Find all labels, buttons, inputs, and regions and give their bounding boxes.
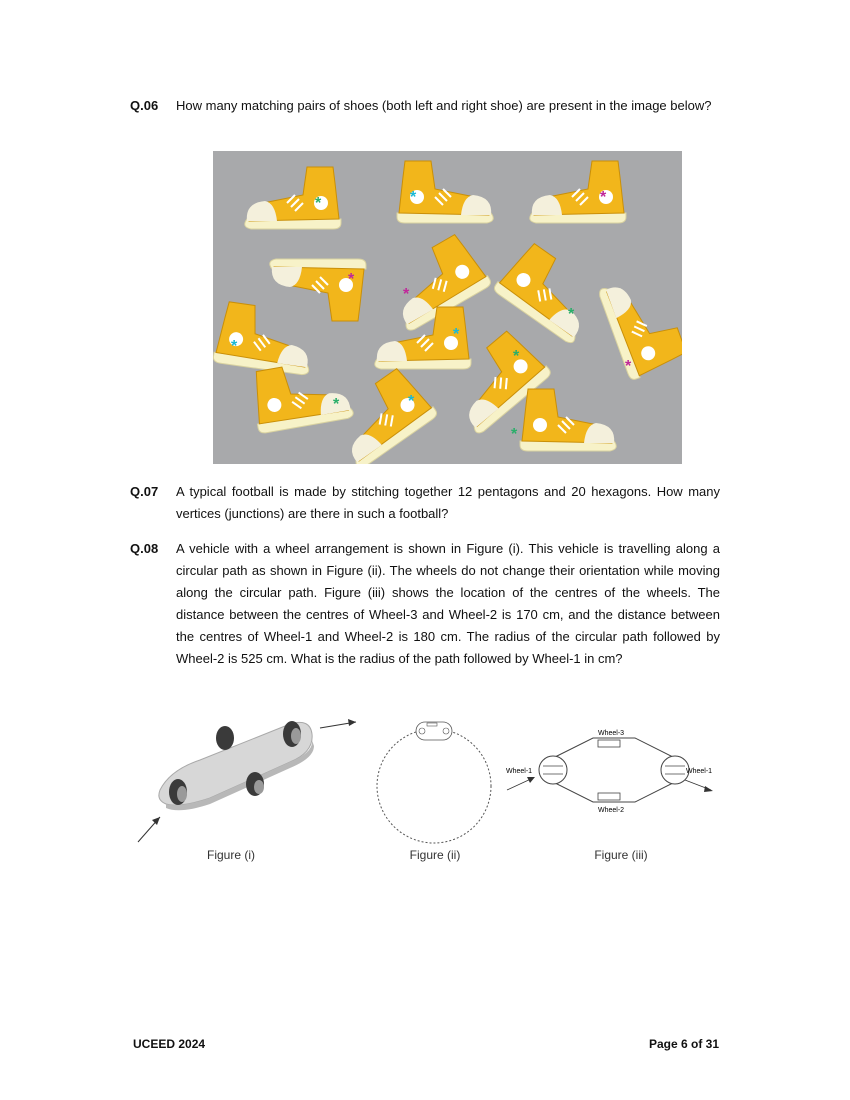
svg-text:*: * [600,189,607,206]
caption-figure-i: Figure (i) [206,848,255,862]
svg-text:*: * [403,286,410,303]
svg-text:*: * [348,271,355,288]
figure-circular-path [372,712,497,847]
figure-wheel-layout [505,722,720,817]
wheel-3-label: Wheel-3 [598,730,625,737]
question-7 [130,481,720,525]
svg-text:*: * [568,306,575,323]
question-number: Q.06 [130,98,159,113]
svg-text:*: * [453,326,460,343]
svg-text:*: * [513,348,520,365]
figure-vehicle [130,712,370,847]
question-number: Q.08 [130,541,159,556]
svg-text:*: * [511,426,518,443]
footer-page-number: Page 6 of 31 [648,1037,719,1051]
footer-exam-name: UCEED 2024 [133,1037,206,1051]
question-number: Q.07 [130,484,159,499]
svg-text:*: * [410,189,417,206]
svg-text:*: * [408,393,415,410]
vehicle-illustration [130,712,370,847]
wheel-layout-illustration [505,722,720,817]
question-text: A typical football is made by stitching together 12 pentagons and 20 hexagons. How many vertices (junctions) are there in such a football? [176,484,720,521]
question-text: How many matching pairs of shoes (both left and right shoe) are present in the image below? [176,98,712,113]
circular-path-illustration [372,712,497,847]
wheel-1-left-label: Wheel-1 [506,768,533,775]
question-6 [130,95,720,117]
shoes-illustration [213,151,682,464]
caption-figure-iii: Figure (iii) [594,848,648,862]
wheel-1-right-label: Wheel-1 [686,768,713,775]
caption-figure-ii: Figure (ii) [409,848,461,862]
svg-text:*: * [231,338,238,355]
question-text: A vehicle with a wheel arrangement is shown in Figure (i). This vehicle is travelling along a circular path as shown in Figure (ii). The wheels do not change their orientation while moving along the circular path. Figure (iii) shows the location of the centres of the wheels. The distance between the centres of Wheel-3 and Wheel-2 is 170 cm, and the distance between the centres of Wheel-1 and Wheel-2 is 180 cm. The radius of the circular path followed by Wheel-2 is 525 cm. What is the radius of the path followed by Wheel-1 in cm? [176,541,720,666]
svg-text:*: * [333,396,340,413]
wheel-2-label: Wheel-2 [598,807,625,814]
question-8 [130,538,720,670]
svg-text:*: * [625,358,632,375]
svg-text:*: * [315,195,322,212]
shoes-image [213,151,682,464]
